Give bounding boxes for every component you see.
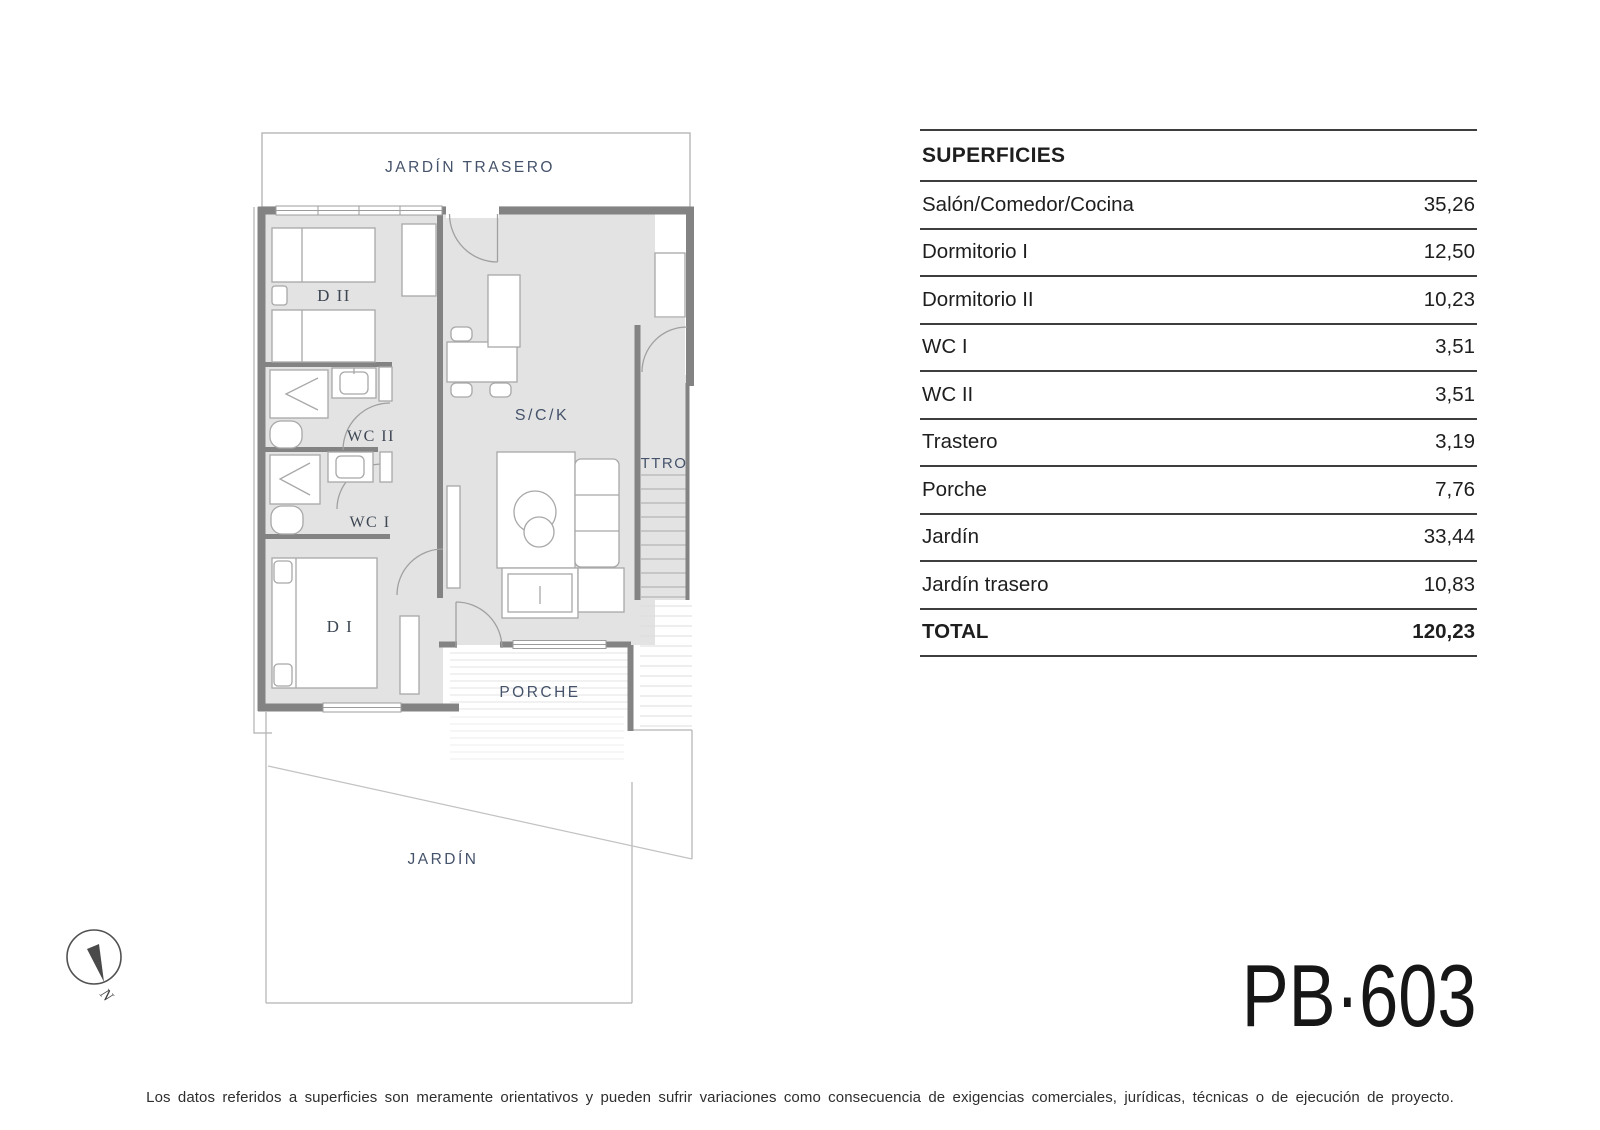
kitchen-column	[488, 275, 520, 347]
shower	[270, 370, 328, 418]
wardrobe	[400, 616, 419, 694]
kitchen-counter	[655, 253, 685, 317]
shower	[270, 455, 320, 504]
label-north: N	[96, 985, 117, 1005]
nightstand	[272, 286, 287, 305]
wardrobe	[402, 224, 436, 296]
total-value: 120,23	[1412, 620, 1475, 644]
superficies-table	[920, 129, 1477, 657]
row-label: WC I	[922, 335, 968, 359]
chair	[490, 383, 511, 397]
table-header-row	[920, 129, 1477, 180]
row-value: 10,83	[1423, 572, 1475, 596]
cabinet	[447, 486, 460, 588]
row-label: Dormitorio II	[922, 287, 1034, 311]
row-value: 33,44	[1423, 525, 1475, 549]
label-dormitorio1: D I	[326, 617, 354, 636]
sofa	[575, 459, 619, 567]
row-value: 3,19	[1435, 430, 1475, 454]
label-ttro: TTRO	[640, 455, 688, 472]
row-label: Trastero	[922, 430, 998, 454]
disclaimer-text: Los datos referidos a superficies son meramente orientativos y pueden sufrir variaciones como consecuencia de exigencias comerciales, jurídicas, técnicas o de ejecución de proyecto.	[146, 1089, 1454, 1106]
label-dormitorio2: D II	[317, 286, 351, 305]
toilet	[270, 421, 302, 448]
table-row	[920, 560, 1477, 608]
toilet	[271, 506, 303, 534]
label-wc2: WC II	[347, 428, 395, 445]
table-row	[920, 323, 1477, 371]
row-value: 3,51	[1435, 335, 1475, 359]
table-row	[920, 275, 1477, 323]
label-jardin: JARDÍN	[407, 851, 479, 868]
label-jardin-trasero: JARDÍN TRASERO	[385, 159, 555, 176]
label-wc1: WC I	[349, 514, 391, 531]
plan-code: PB·603	[1242, 946, 1477, 1045]
row-value: 7,76	[1435, 477, 1475, 501]
table-row	[920, 465, 1477, 513]
table-row	[920, 180, 1477, 228]
row-label: Dormitorio I	[922, 240, 1028, 264]
row-label: Jardín	[922, 525, 979, 549]
row-value: 3,51	[1435, 382, 1475, 406]
porch-steps	[450, 717, 624, 759]
row-value: 10,23	[1423, 287, 1475, 311]
row-value: 12,50	[1423, 240, 1475, 264]
pillow	[274, 664, 292, 686]
row-label: Salón/Comedor/Cocina	[922, 192, 1134, 216]
table-row	[920, 228, 1477, 276]
row-label: Porche	[922, 477, 987, 501]
label-porche: PORCHE	[499, 684, 581, 701]
chair	[451, 383, 472, 397]
row-value: 35,26	[1423, 192, 1475, 216]
table-row	[920, 513, 1477, 561]
bed-single	[272, 228, 375, 282]
compass-north-icon	[67, 930, 121, 1006]
table-title: SUPERFICIES	[922, 143, 1066, 167]
row-label: Jardín trasero	[922, 572, 1049, 596]
chair	[451, 327, 472, 341]
bed-single	[272, 310, 375, 362]
total-label: TOTAL	[922, 620, 989, 644]
label-sck: S/C/K	[514, 407, 570, 424]
table-row	[920, 418, 1477, 466]
pillow	[274, 561, 292, 583]
table-total-row	[920, 608, 1477, 658]
table-row	[920, 370, 1477, 418]
dining-table	[447, 342, 517, 382]
row-label: WC II	[922, 382, 974, 406]
floor-plan	[0, 0, 760, 1060]
